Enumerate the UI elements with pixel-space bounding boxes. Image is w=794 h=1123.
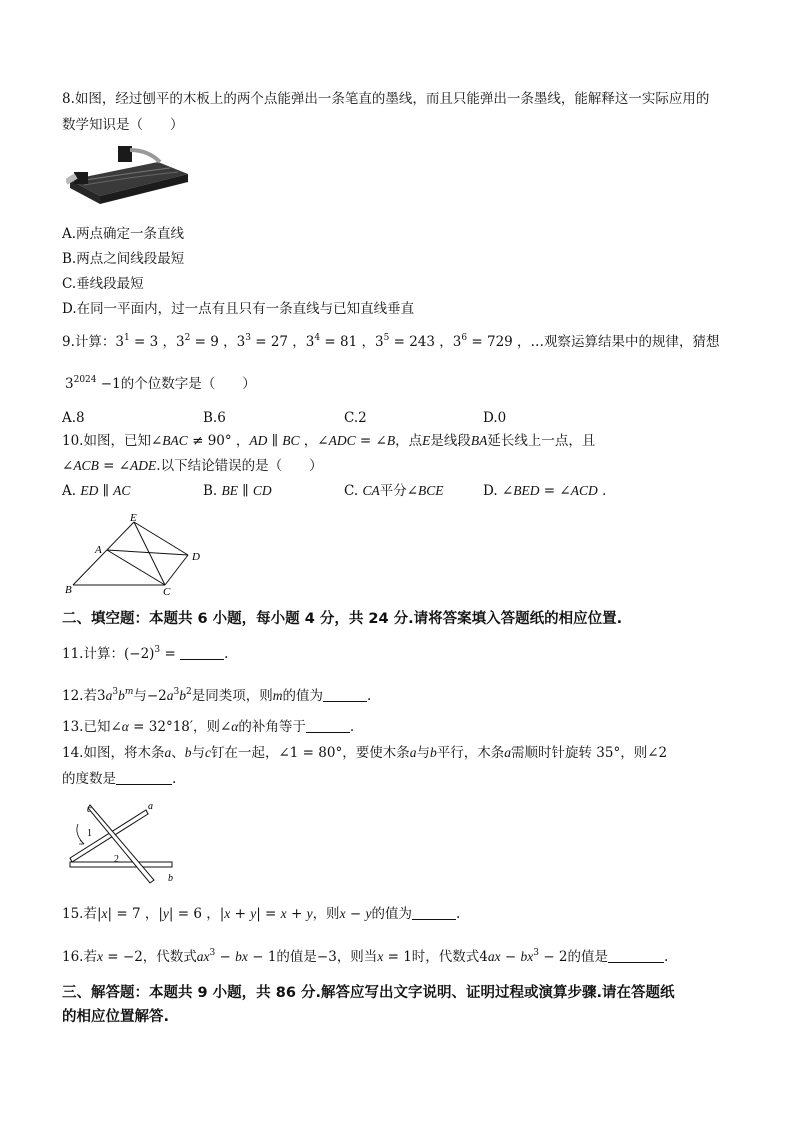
q10-label-a: A bbox=[95, 544, 102, 556]
q10-label-e: E bbox=[130, 512, 137, 524]
q10-option-c-text: 平分 bbox=[379, 483, 407, 499]
q9-option-d: D.0 bbox=[483, 410, 507, 426]
q16-text-5: 的值是 bbox=[567, 949, 609, 965]
q16-x1: x = −2 bbox=[96, 949, 143, 965]
q8-option-a: A.两点确定一条直线 bbox=[62, 226, 185, 242]
q15-answer-blank bbox=[412, 907, 456, 920]
q14-var-b: b bbox=[184, 745, 192, 760]
q10-stem-line2 bbox=[62, 457, 323, 475]
q16-expr1: $ax^3$ − bx − 1 bbox=[196, 948, 277, 965]
q10-segment-ba: BA bbox=[470, 433, 488, 448]
q14-text-7: 需顺时针旋转 35°，则 bbox=[510, 745, 648, 761]
q14-label-2: 2 bbox=[114, 854, 119, 865]
q11-prefix: 11.计算： bbox=[62, 646, 124, 662]
q10-label-d: D bbox=[192, 551, 200, 563]
q8-option-c: C.垂线段最短 bbox=[62, 276, 144, 292]
q14-wood-strips-figure bbox=[62, 800, 212, 884]
q14-text-3: 钉在一起， bbox=[210, 745, 279, 761]
q11-expression: $(-2)^3$ = bbox=[123, 645, 181, 662]
q15-end: 的值为 bbox=[371, 906, 412, 922]
q15-prefix: 15.若 bbox=[62, 906, 97, 922]
q15-expr: x − y bbox=[339, 906, 372, 922]
q12-term2: $-2a^3b^2$ bbox=[146, 687, 192, 704]
q15-tail: ，则 bbox=[312, 906, 340, 922]
q12-end: 的值为 bbox=[282, 688, 323, 704]
q10-line2-tail: .以下结论错误的是（ ） bbox=[156, 458, 323, 474]
q16-text-1: ，代数式 bbox=[142, 949, 197, 965]
q14-label-1: 1 bbox=[87, 828, 92, 839]
section-3-heading-line1: 三、解答题：本题共 9 小题，共 86 分.解答应写出文字说明、证明过程或演算步骤.请在答题纸 bbox=[62, 985, 675, 1001]
q9-option-c: C.2 bbox=[344, 410, 367, 426]
q8-woodboard-figure bbox=[66, 144, 192, 206]
q10-geometry-figure bbox=[62, 510, 212, 596]
q16-expr2: $4ax - bx^3 - 2$ bbox=[479, 948, 568, 965]
q14-var-a: a bbox=[164, 745, 172, 760]
q9-stem-line2 bbox=[65, 375, 256, 393]
q16-text-2: 的值是 bbox=[276, 949, 317, 965]
q13-mid: ，则 bbox=[192, 719, 220, 735]
q10-prefix: 10.如图，已知 bbox=[62, 433, 151, 449]
q14-label-c: c bbox=[87, 804, 92, 815]
q14-var-c: c bbox=[204, 745, 211, 760]
q14-label-b: b bbox=[168, 873, 173, 884]
q10-point-e: E bbox=[422, 433, 431, 448]
q16-x2: x = 1 bbox=[377, 949, 412, 965]
q15-stem: 15.若|x| = 7 ，|y| = 6 ，|x + y| = x + y，则x − y的值为 . bbox=[62, 906, 461, 922]
q12-stem: 12.若$3a^3b^m$与$-2a^3b^2$是同类项，则m的值为 . bbox=[62, 687, 372, 704]
q16-prefix: 16.若 bbox=[62, 949, 97, 965]
q14-var-a3: a bbox=[504, 745, 511, 760]
q10-text-b: 是线段 bbox=[430, 433, 471, 449]
q10-option-d: D. ∠BED = ∠ACD . bbox=[483, 483, 607, 499]
q13-angle: ∠α bbox=[219, 719, 239, 735]
q12-term1: $3a^3b^m$ bbox=[96, 687, 134, 704]
q9-expression: $3^{2024} -1$ bbox=[65, 375, 121, 392]
q16-stem: 16.若x = −2，代数式$ax^3$ − bx − 1的值是−3，则当x = 1时，代数式$4ax - bx^3 - 2$的值是 . bbox=[62, 948, 669, 965]
q9-prefix: 9.计算： bbox=[62, 334, 116, 350]
q14-text-5: 与 bbox=[416, 745, 430, 761]
q10-stem-line1 bbox=[62, 432, 595, 450]
q13-tail: 的补角等于 bbox=[238, 719, 306, 735]
q9-stem-line1 bbox=[62, 333, 720, 351]
q9-option-b: B.6 bbox=[203, 410, 226, 426]
section-3-heading-line2: 的相应位置解答. bbox=[62, 1009, 170, 1025]
q12-tail: 是同类项，则 bbox=[191, 688, 273, 704]
q9-option-a: A.8 bbox=[62, 410, 85, 426]
q16-text-3: ，则当 bbox=[336, 949, 378, 965]
q10-option-a: A. ED ∥ AC bbox=[62, 483, 131, 499]
q16-answer-blank bbox=[608, 950, 664, 963]
q8-stem-line2: 数学知识是（ ） bbox=[62, 117, 184, 133]
q14-stem-line1 bbox=[62, 744, 667, 762]
q11-answer-blank bbox=[180, 647, 224, 660]
q16-value: −3 bbox=[316, 949, 337, 965]
section-2-heading: 二、填空题：本题共 6 小题，每小题 4 分，共 24 分.请将答案填入答题纸的相应位置. bbox=[62, 611, 623, 627]
q9-powers: $3^1 = 3$ ，$3^2 = 9$ ，$3^3 = 27$ ，$3^4 = 81$ ，$3^5 = 243$ ，$3^6 = 729$ bbox=[115, 333, 518, 350]
q14-line2: 的度数是 bbox=[62, 771, 116, 787]
q10-option-c: C. CA平分∠BCE bbox=[344, 483, 444, 499]
q10-conditions: ∠BAC ≠ 90° ，AD ∥ BC ，∠ADC = ∠B bbox=[150, 433, 396, 449]
q9-tail: ，…观察运算结果中的规律，猜想 bbox=[517, 334, 720, 350]
q14-text-4: ，要使木条 bbox=[342, 745, 410, 761]
q8-option-b: B.两点之间线段最短 bbox=[62, 251, 185, 267]
q15-conditions: |x| = 7 ，|y| = 6 ，|x + y| = x + y bbox=[96, 906, 313, 922]
q16-text-4: 时，代数式 bbox=[411, 949, 480, 965]
q10-label-b: B bbox=[65, 584, 72, 596]
q11-stem: 11.计算：$(-2)^3$ = . bbox=[62, 645, 229, 662]
q10-option-b: B. BE ∥ CD bbox=[203, 483, 272, 499]
q12-answer-blank bbox=[323, 689, 367, 702]
q13-answer-blank bbox=[306, 720, 350, 733]
q13-stem: 13.已知∠α = 32°18′，则∠α的补角等于 . bbox=[62, 719, 355, 735]
q10-text-c: 延长线上一点，且 bbox=[487, 433, 596, 449]
q12-var-m: m bbox=[272, 688, 283, 703]
q14-prefix: 14.如图，将木条 bbox=[62, 745, 165, 761]
q8-option-d: D.在同一平面内，过一点有且只有一条直线与已知直线垂直 bbox=[62, 301, 415, 317]
q14-angle2-ref: ∠2 bbox=[647, 745, 668, 761]
q9-line2-suffix: 的个位数字是（ ） bbox=[120, 376, 256, 392]
q10-condition2: ∠ACB = ∠ADE bbox=[62, 458, 157, 474]
q14-text-6: 平行，木条 bbox=[436, 745, 505, 761]
q10-text-a: ，点 bbox=[395, 433, 423, 449]
q14-angle1: ∠1 = 80° bbox=[278, 745, 343, 761]
q14-text-2: 与 bbox=[191, 745, 205, 761]
q14-label-a: a bbox=[148, 801, 153, 812]
q10-label-c: C bbox=[163, 586, 171, 596]
q12-mid: 与 bbox=[133, 688, 147, 704]
q14-stem-line2: 的度数是 . bbox=[62, 771, 177, 787]
q14-text-1: 、 bbox=[171, 745, 185, 761]
q14-var-b2: b bbox=[429, 745, 437, 760]
q8-stem-line1: 8.如图，经过刨平的木板上的两个点能弹出一条笔直的墨线，而且只能弹出一条墨线，能解释这一实际应用的 bbox=[62, 91, 710, 107]
q14-var-a2: a bbox=[409, 745, 417, 760]
q12-prefix: 12.若 bbox=[62, 688, 97, 704]
q13-given: ∠α = 32°18′ bbox=[110, 719, 193, 735]
q14-answer-blank bbox=[116, 772, 172, 785]
q13-prefix: 13.已知 bbox=[62, 719, 111, 735]
